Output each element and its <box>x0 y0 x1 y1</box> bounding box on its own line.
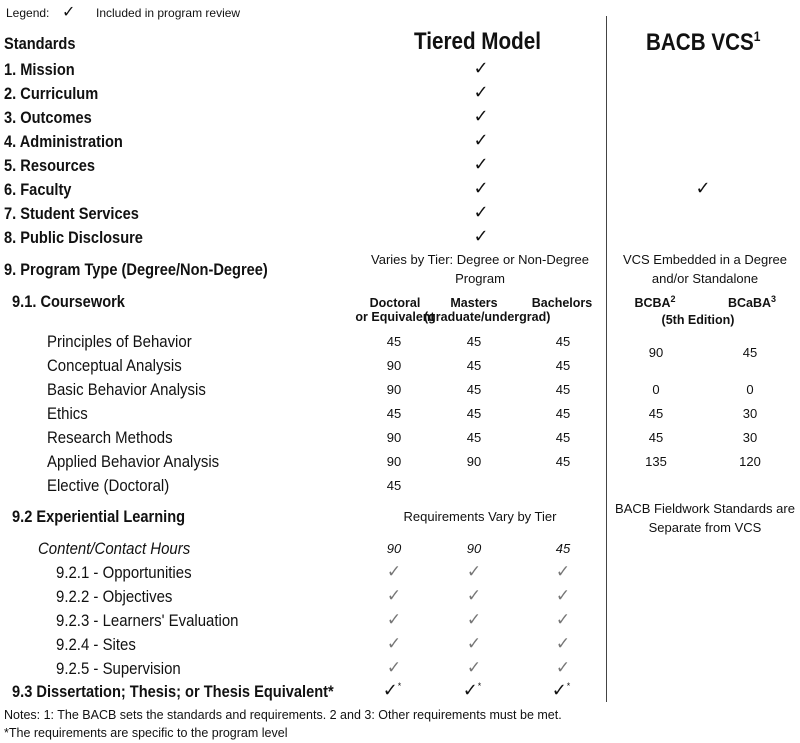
dissertation-check-icon <box>377 680 407 701</box>
bachelors-value: 45 <box>555 454 571 469</box>
standard-label: 6. Faculty <box>4 180 72 199</box>
gray-check-icon: ✓ <box>386 562 402 581</box>
gray-check-icon: ✓ <box>555 658 571 677</box>
hours-doctoral: 90 <box>386 541 402 556</box>
tiered-check-icon: ✓ <box>473 58 489 78</box>
bacb-check-icon: ✓ <box>695 178 711 198</box>
notes-line1: Notes: 1: The BACB sets the standards and requirements. 2 and 3: Other requirements must be met. <box>4 708 562 722</box>
program-type-label: 9. Program Type (Degree/Non-Degree) <box>4 260 268 279</box>
course-label: Research Methods <box>47 428 173 447</box>
standard-label: 4. Administration <box>4 132 123 151</box>
tiered-model-header: Tiered Model <box>414 28 541 55</box>
masters-value: 45 <box>466 406 482 421</box>
asterisk-mark: * <box>566 681 571 691</box>
course-label: Elective (Doctoral) <box>47 476 170 495</box>
asterisk-mark: * <box>397 681 402 691</box>
bcaba-value: 30 <box>742 406 758 421</box>
experiential-item-label: 9.2.5 - Supervision <box>56 659 181 678</box>
experiential-item-label: 9.2.2 - Objectives <box>56 587 173 606</box>
col-bcaba: BCaBA$^3$ <box>727 294 777 311</box>
col-masters: Masters (graduate/undergrad) <box>424 296 551 324</box>
masters-value: 45 <box>466 358 482 373</box>
column-divider <box>606 16 607 702</box>
course-label: Ethics <box>47 404 88 423</box>
gray-check-icon: ✓ <box>386 610 402 629</box>
experiential-label: 9.2 Experiential Learning <box>12 507 186 526</box>
bcba-merged-value: 90 <box>648 345 664 360</box>
check-glyph: ✓ <box>382 680 398 700</box>
tiered-check-icon: ✓ <box>473 202 489 222</box>
program-type-bacb: VCS Embedded in a Degree and/or Standalone <box>622 252 788 286</box>
legend-check-icon: ✓ <box>62 4 76 21</box>
gray-check-icon: ✓ <box>466 658 482 677</box>
program-type-tiered: Varies by Tier: Degree or Non-Degree Program <box>371 252 589 286</box>
bcba-value: 45 <box>648 406 664 421</box>
bacb-edition: (5th Edition) <box>661 313 735 327</box>
bcba-value: 0 <box>652 382 660 397</box>
doctoral-value: 90 <box>386 430 402 445</box>
bachelors-value: 45 <box>555 430 571 445</box>
experiential-item-label: 9.2.3 - Learners' Evaluation <box>56 611 239 630</box>
check-glyph: ✓ <box>462 680 478 700</box>
hours-bachelors: 45 <box>555 541 571 556</box>
gray-check-icon: ✓ <box>466 610 482 629</box>
col-doctoral: Doctoral or Equivalent <box>355 296 435 324</box>
gray-check-icon: ✓ <box>466 634 482 653</box>
gray-check-icon: ✓ <box>386 658 402 677</box>
doctoral-value: 90 <box>386 382 402 397</box>
dissertation-check-icon <box>546 680 576 701</box>
dissertation-check-icon <box>457 680 487 701</box>
gray-check-icon: ✓ <box>466 586 482 605</box>
bcba-value: 135 <box>645 454 667 469</box>
doctoral-value: 45 <box>386 334 402 349</box>
bachelors-value: 45 <box>555 358 571 373</box>
standard-label: 1. Mission <box>4 60 75 79</box>
course-label: Applied Behavior Analysis <box>47 452 220 471</box>
col-bachelors: Bachelors <box>531 296 593 310</box>
asterisk-mark: * <box>477 681 482 691</box>
standard-label: 2. Curriculum <box>4 84 99 103</box>
standard-label: 7. Student Services <box>4 204 139 223</box>
standard-label: 5. Resources <box>4 156 96 175</box>
tiered-check-icon: ✓ <box>473 106 489 126</box>
doctoral-value: 45 <box>386 478 402 493</box>
masters-value: 45 <box>466 382 482 397</box>
masters-value: 45 <box>466 430 482 445</box>
gray-check-icon: ✓ <box>386 634 402 653</box>
gray-check-icon: ✓ <box>555 634 571 653</box>
course-label: Conceptual Analysis <box>47 356 182 375</box>
gray-check-icon: ✓ <box>466 562 482 581</box>
gray-check-icon: ✓ <box>555 562 571 581</box>
hours-masters: 90 <box>466 541 482 556</box>
dissertation-label: 9.3 Dissertation; Thesis; or Thesis Equivalent* <box>12 682 334 701</box>
course-label: Basic Behavior Analysis <box>47 380 206 399</box>
standard-label: 3. Outcomes <box>4 108 92 127</box>
doctoral-value: 90 <box>386 454 402 469</box>
coursework-label: 9.1. Coursework <box>12 292 125 311</box>
bcaba-value: 120 <box>739 454 761 469</box>
tiered-check-icon: ✓ <box>473 226 489 246</box>
standard-label: 8. Public Disclosure <box>4 228 143 247</box>
bachelors-value: 45 <box>555 406 571 421</box>
experiential-tiered: Requirements Vary by Tier <box>403 509 557 524</box>
tiered-check-icon: ✓ <box>473 154 489 174</box>
bcaba-value: 0 <box>746 382 754 397</box>
experiential-bacb: BACB Fieldwork Standards are Separate from VCS <box>615 501 795 535</box>
experiential-item-label: 9.2.1 - Opportunities <box>56 563 192 582</box>
bachelors-value: 45 <box>555 334 571 349</box>
col-bcba: BCBA$^2$ <box>634 294 676 311</box>
bcaba-merged-value: 45 <box>742 345 758 360</box>
bacb-vcs-header: BACB VCS$^1$ <box>646 28 761 56</box>
tiered-check-icon: ✓ <box>473 82 489 102</box>
doctoral-value: 45 <box>386 406 402 421</box>
tiered-check-icon: ✓ <box>473 130 489 150</box>
course-label: Principles of Behavior <box>47 332 192 351</box>
masters-value: 45 <box>466 334 482 349</box>
hours-label: Content/Contact Hours <box>38 539 191 558</box>
experiential-item-label: 9.2.4 - Sites <box>56 635 136 654</box>
bcaba-value: 30 <box>742 430 758 445</box>
notes-line2: *The requirements are specific to the program level <box>4 726 288 740</box>
masters-value: 90 <box>466 454 482 469</box>
standards-header: Standards <box>4 34 76 53</box>
gray-check-icon: ✓ <box>555 610 571 629</box>
legend-text: Included in program review <box>96 6 241 20</box>
gray-check-icon: ✓ <box>555 586 571 605</box>
doctoral-value: 90 <box>386 358 402 373</box>
bcba-value: 45 <box>648 430 664 445</box>
bachelors-value: 45 <box>555 382 571 397</box>
check-glyph: ✓ <box>551 680 567 700</box>
tiered-check-icon: ✓ <box>473 178 489 198</box>
legend-label: Legend: <box>6 6 50 20</box>
gray-check-icon: ✓ <box>386 586 402 605</box>
